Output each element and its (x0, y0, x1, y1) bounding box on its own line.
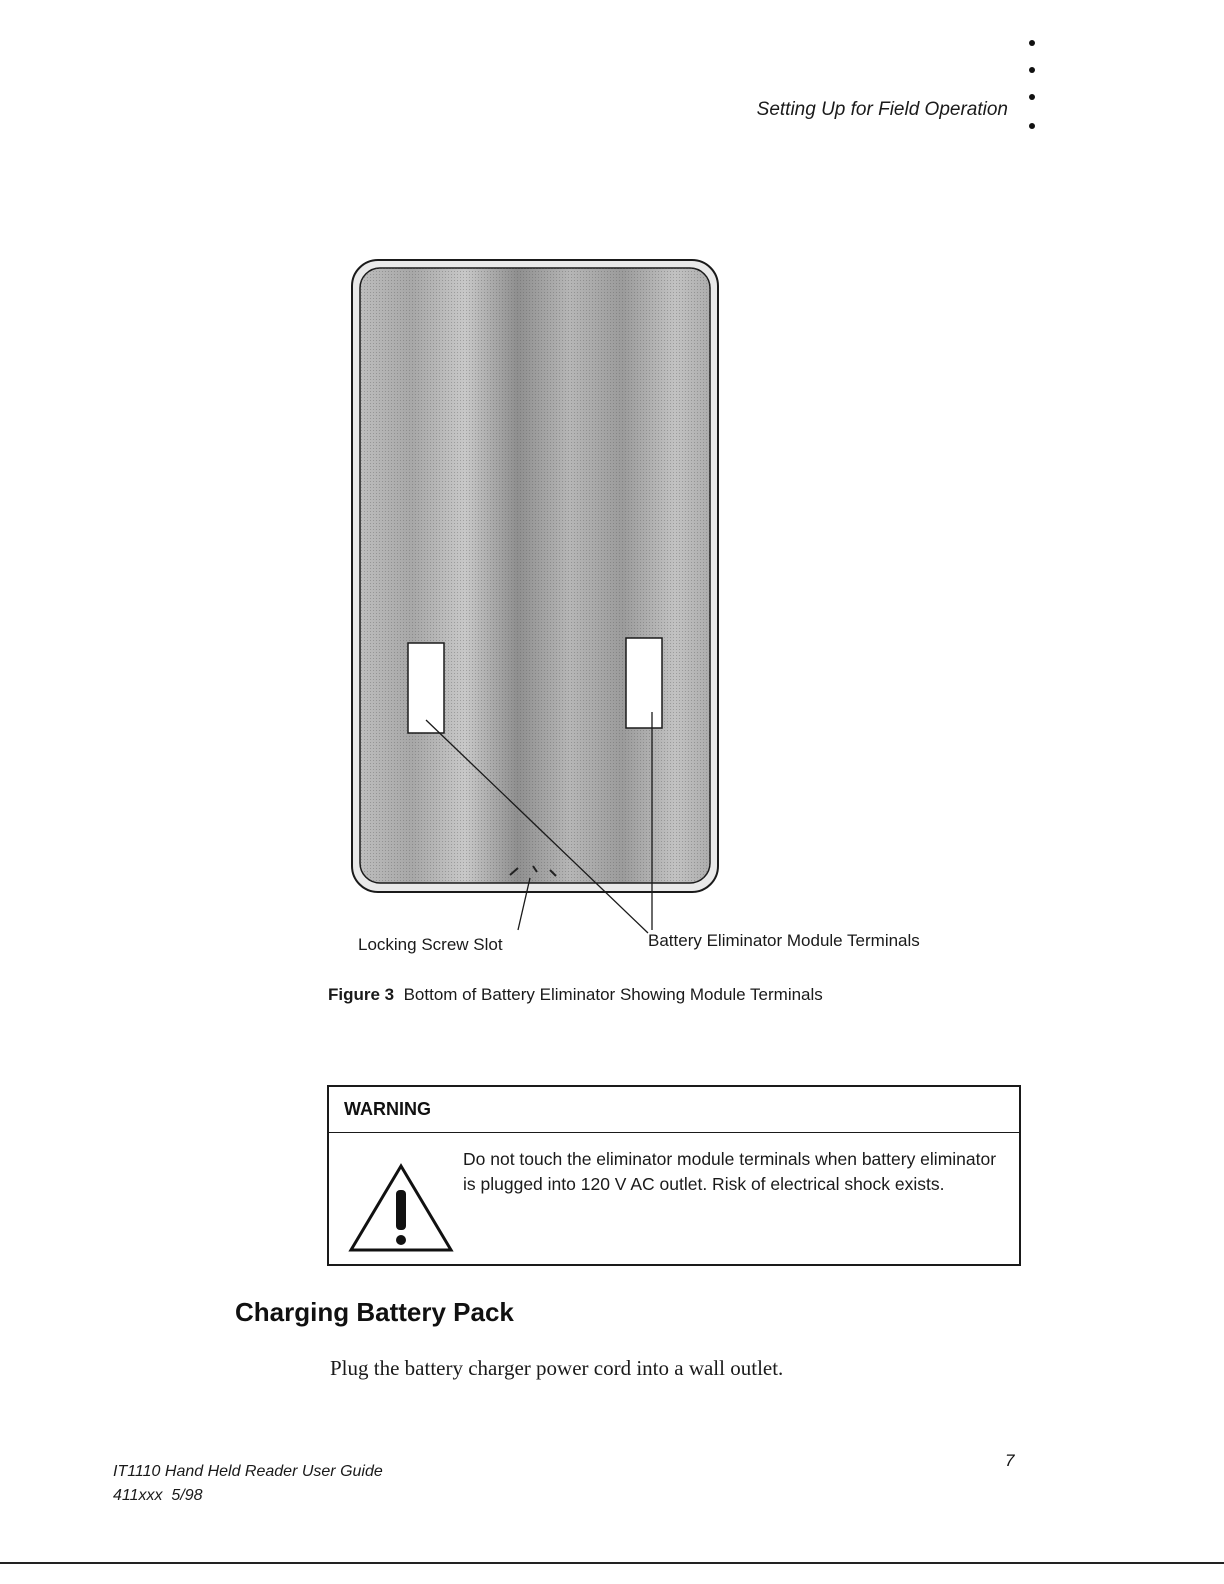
warning-triangle-icon (347, 1162, 455, 1259)
page-number: 7 (1005, 1451, 1015, 1470)
battery-eliminator-figure (340, 250, 740, 950)
battery-eliminator-illustration (340, 250, 740, 950)
header-bullets (1029, 40, 1037, 132)
right-terminal (626, 638, 662, 728)
label-module-terminals: Battery Eliminator Module Terminals (648, 931, 920, 950)
section-heading: Charging Battery Pack (235, 1297, 514, 1327)
footer-doc-code: 411xxx 5/98 (113, 1487, 203, 1504)
bullet-dot (1029, 40, 1035, 46)
figure-caption (328, 985, 823, 1005)
device-texture (360, 268, 710, 883)
bottom-rule (0, 1562, 1224, 1564)
figure-caption-text: Bottom of Battery Eliminator Showing Module Terminals (403, 985, 823, 1004)
bullet-dot (1029, 94, 1035, 100)
warning-box (327, 1085, 1021, 1266)
body-paragraph: Plug the battery charger power cord into a wall outlet. (330, 1356, 784, 1380)
bullet-dot (1029, 67, 1035, 73)
running-header-title: Setting Up for Field Operation (756, 99, 1008, 120)
warning-text: Do not touch the eliminator module terminals when battery eliminator is plugged into 120 V AC outlet. Risk of electrical shock exists. (463, 1149, 997, 1194)
footer-guide-title: IT1110 Hand Held Reader User Guide (113, 1463, 383, 1480)
left-terminal (408, 643, 444, 733)
figure-number: Figure 3 (328, 985, 395, 1004)
bullet-dot (1029, 123, 1035, 129)
label-locking-screw-slot: Locking Screw Slot (358, 935, 503, 954)
warning-title: WARNING (329, 1087, 1019, 1133)
